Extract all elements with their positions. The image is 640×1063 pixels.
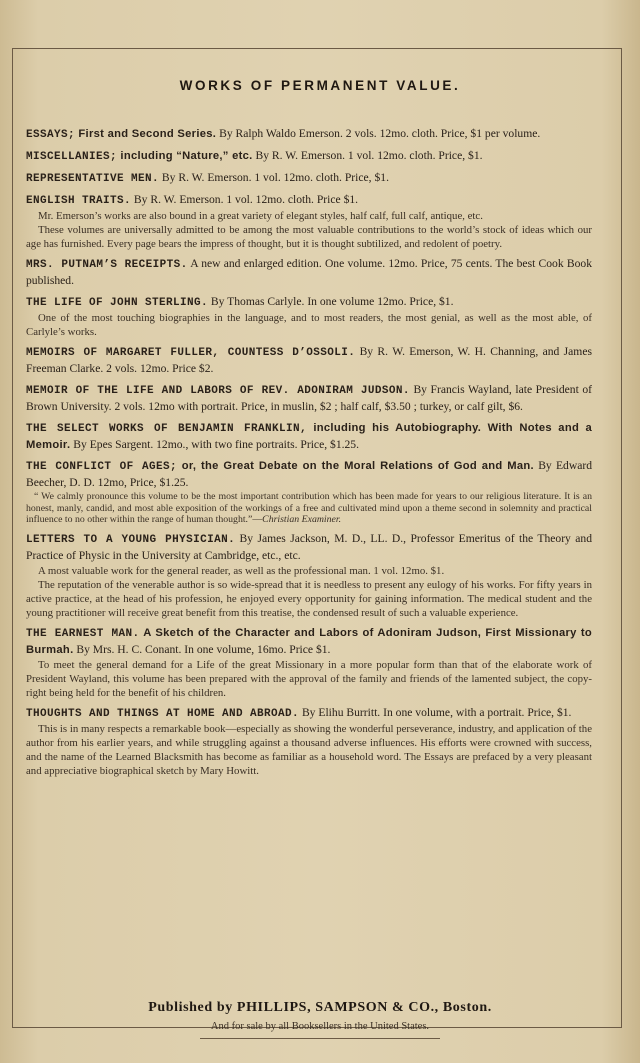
book-description: To meet the general demand for a Life of the great Missionary in a more popular form than that of the elaborate work of President Wayland, this volume has been prepared with the approval of the family and friends of the lamented subject, the copy-right being held for the benefit of his children. [26, 658, 592, 699]
book-details: By R. W. Emerson, W. H. Channing, and James Freeman Clarke. 2 vols. 12mo. Price $2. [26, 345, 592, 375]
book-subtitle: including his Autobiography. With Notes and a Memoir. [26, 422, 592, 451]
book-title: MRS. PUTNAM’S RECEIPTS. [26, 259, 188, 271]
book-title: MEMOIRS OF MARGARET FULLER, COUNTESS D’OSSOLI. [26, 347, 356, 359]
book-details: By R. W. Emerson. 1 vol. 12mo. cloth. Price $1. [131, 193, 359, 206]
book-title: ESSAYS; [26, 129, 76, 141]
book-entry [26, 294, 592, 339]
advertisement-list [26, 126, 592, 783]
book-details: By R. W. Emerson. 1 vol. 12mo. cloth. Price, $1. [252, 149, 483, 162]
book-details: By Epes Sargent. 12mo., with two fine portraits. Price, $1.25. [70, 438, 360, 451]
book-subtitle: A Sketch of the Character and Labors of Adoniram Judson, First Missionary to Burmah. [26, 626, 592, 656]
book-heading [26, 458, 592, 491]
book-details: By Edward Beecher, D. D. 12mo, Price, $1.25. [26, 459, 592, 489]
book-title: LETTERS TO A YOUNG PHYSICIAN. [26, 533, 236, 546]
page-title: WORKS OF PERMANENT VALUE. [179, 78, 461, 93]
book-entry [26, 170, 592, 187]
book-heading [26, 294, 592, 311]
book-heading [26, 256, 592, 289]
book-subtitle: including “Nature,” etc. [117, 150, 253, 162]
book-heading [26, 148, 592, 165]
book-entry [26, 192, 592, 251]
book-heading [26, 382, 592, 415]
bottom-rule [200, 1038, 440, 1039]
book-heading [26, 192, 592, 209]
review-quote [26, 491, 592, 526]
book-details: By Francis Wayland, late President of Brown University. 2 vols. 12mo with portrait. Price, in muslin, $2 ; half calf, $3.50 ; turkey, or calf gilt, $6. [26, 383, 592, 413]
book-title: THE SELECT WORKS OF BENJAMIN FRANKLIN, [26, 423, 307, 435]
book-entry [26, 458, 592, 526]
book-title: MISCELLANIES; [26, 151, 118, 163]
book-heading [26, 126, 592, 143]
book-description: Mr. Emerson’s works are also bound in a great variety of elegant styles, half calf, full calf, antique, etc. [38, 210, 483, 222]
book-description: These volumes are universally admitted to be among the most valuable contributions to the world’s stock of ideas which our age has furnished. Every page bears the impress of thought, but it is thought subtilized, and redolent of poetry. [26, 224, 592, 250]
book-details: By R. W. Emerson. 1 vol. 12mo. cloth. Price, $1. [159, 171, 389, 184]
quote-source: Christian Examiner. [262, 514, 342, 525]
book-description: This is in many respects a remarkable book—especially as showing the wonderful perseverance, industry, and application of the author from his earlier years, and while struggling against a thousand adverse influences. His efforts were crowned with success, and the name of the Learned Blacksmith has become as familiar as a household word. The Essays are prefaced by a very pleasant and appreciative biographical sketch by Mary Howitt. [26, 722, 592, 777]
book-heading [26, 531, 592, 564]
book-details: By James Jackson, M. D., LL. D., Professor Emeritus of the Theory and Practice of Physic in the University at Cambridge, etc., etc. [26, 531, 592, 562]
book-details: By Thomas Carlyle. In one volume 12mo. Price, $1. [208, 295, 454, 308]
sale-note: And for sale by all Booksellers in the United States. [210, 1021, 430, 1032]
book-details: By Ralph Waldo Emerson. 2 vols. 12mo. cloth. Price, $1 per volume. [216, 127, 541, 140]
book-entry [26, 531, 592, 620]
book-heading [26, 705, 592, 722]
book-entry [26, 344, 592, 377]
book-title: REPRESENTATIVE MEN. [26, 173, 160, 185]
book-title: THOUGHTS AND THINGS AT HOME AND ABROAD. [26, 707, 300, 720]
book-heading [26, 344, 592, 377]
book-entry [26, 625, 592, 700]
book-description: One of the most touching biographies in the language, and to most readers, the most genial, as well as the most able, of Carlyle’s works. [26, 312, 592, 338]
book-details: A new and enlarged edition. One volume. 12mo. Price, 75 cents. The best Cook Book published. [26, 257, 592, 287]
book-entry [26, 256, 592, 289]
book-entry [26, 705, 592, 778]
book-title: THE LIFE OF JOHN STERLING. [26, 297, 209, 309]
book-title: THE CONFLICT OF AGES; [26, 461, 177, 473]
book-heading [26, 625, 592, 658]
book-title: ENGLISH TRAITS. [26, 195, 132, 207]
publisher-line: Published by PHILLIPS, SAMPSON & CO., Boston. [148, 1000, 492, 1015]
book-subtitle: First and Second Series. [75, 128, 217, 140]
book-details: By Elihu Burritt. In one volume, with a portrait. Price, $1. [299, 705, 572, 719]
book-heading [26, 170, 592, 187]
book-title: MEMOIR OF THE LIFE AND LABORS OF REV. ADONIRAM JUDSON. [26, 385, 410, 397]
book-entry [26, 420, 592, 453]
book-heading [26, 420, 592, 453]
book-entry [26, 126, 592, 143]
book-title: THE EARNEST MAN. [26, 627, 140, 640]
book-entry [26, 148, 592, 165]
book-description: The reputation of the venerable author is so wide-spread that it is needless to present any eulogy of his works. For fifty years in active practice, at the head of his profession, he enjoyed every opportunity for gaining information. The medical student and the young practitioner will receive great benefit from this treatise, the condensed result of such a valuable experience. [26, 578, 592, 619]
book-subtitle: or, the Great Debate on the Moral Relations of God and Man. [176, 460, 534, 472]
book-entry [26, 382, 592, 415]
book-details: By Mrs. H. C. Conant. In one volume, 16mo. Price $1. [73, 642, 331, 656]
quote-text: “ We calmly pronounce this volume to be the most important contribution which has been made for years to our religious literature. It is an honest, manly, candid, and most able exposition of the workings of a free and cultivated mind upon a theme second in solemnity and practical influence to no other within the range of human thought.”— [26, 491, 592, 525]
book-description: A most valuable work for the general reader, as well as the professional man. 1 vol. 12mo. $1. [38, 564, 445, 577]
